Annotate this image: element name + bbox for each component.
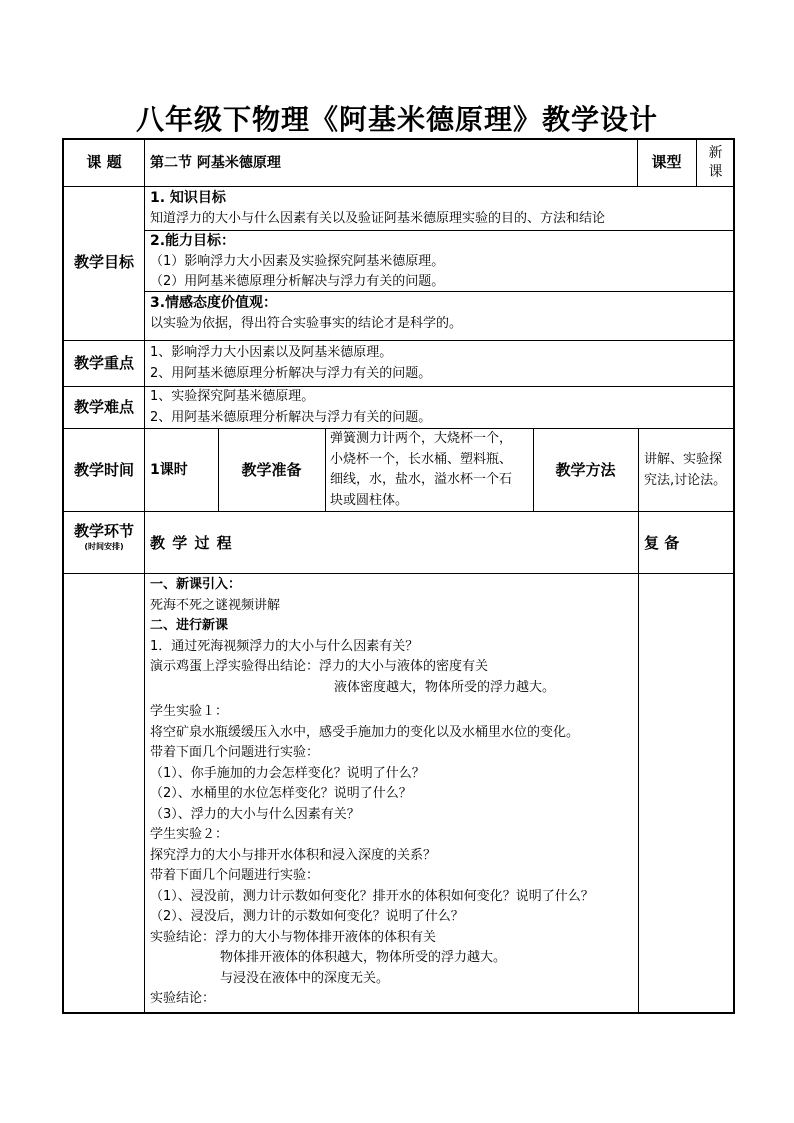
process-stage-label: 教学环节 (时间安排) xyxy=(73,522,134,551)
process-line: 学生实验２： xyxy=(150,827,229,842)
topic-value: 第二节 阿基米德原理 xyxy=(150,155,281,171)
review-header: 复 备 xyxy=(644,534,680,552)
process-line: （2）、浸没后，测力计的示数如何变化？说明了什么？ xyxy=(150,909,464,924)
difficulties-label: 教学难点 xyxy=(73,398,134,416)
document-title: 八年级下物理《阿基米德原理》教学设计 xyxy=(135,103,658,136)
lesson-plan-table xyxy=(62,138,735,1014)
method-text: 讲解、实验探 究法,讨论法。 xyxy=(644,452,727,488)
process-line: 演示鸡蛋上浮实验得出结论：浮力的大小与液体的密度有关 xyxy=(150,659,489,674)
process-line: （1）、你手施加的力会怎样变化？说明了什么？ xyxy=(150,765,425,781)
process-line: 1．通过死海视频浮力的大小与什么因素有关？ xyxy=(150,638,419,654)
process-line: 将空矿泉水瓶缓缓压入水中，感受手施加力的变化以及水桶里水位的变化。 xyxy=(150,724,580,740)
time-value: 1课时 xyxy=(150,462,188,478)
process-line: （3）、浮力的大小与什么因素有关？ xyxy=(150,806,360,822)
time-label: 教学时间 xyxy=(73,461,134,479)
preparation-label: 教学准备 xyxy=(241,461,302,479)
lesson-type-value: 新 课 xyxy=(708,145,723,180)
process-line: 探究浮力的大小与排开水体积和浸入深度的关系？ xyxy=(150,847,437,863)
preparation-text: 弹簧测力计两个，大烧杯一个， 小烧杯一个，长水桶、塑料瓶、 细线，水，盐水，溢水杯一个石 块或圆柱体。 xyxy=(330,431,513,508)
process-line: 带着下面几个问题进行实验： xyxy=(150,868,320,883)
knowledge-objective: 1. 知识目标 知道浮力的大小与什么因素有关以及验证阿基米德原理实验的目的、方法和结论 xyxy=(150,190,606,226)
process-line: （1）、浸没前，测力计示数如何变化？排开水的体积如何变化？说明了什么？ xyxy=(150,888,594,904)
process-line: 带着下面几个问题进行实验： xyxy=(150,745,320,760)
key-points-text: 1、影响浮力大小因素以及阿基米德原理。 2、用阿基米德原理分析解决与浮力有关的问题。 xyxy=(150,345,432,381)
process-line: 液体密度越大，物体所受的浮力越大。 xyxy=(334,679,556,695)
process-line: 与浸没在液体中的深度无关。 xyxy=(220,970,390,986)
topic-label: 课 题 xyxy=(86,153,122,171)
process-line: 二、进行新课 xyxy=(150,618,229,633)
process-body xyxy=(150,575,594,1010)
process-line: 一、新课引入： xyxy=(150,577,242,592)
process-header: 教 学 过 程 xyxy=(150,534,233,552)
process-line: （2）、水桶里的水位怎样变化？说明了什么？ xyxy=(150,786,412,801)
emotion-objective: 3.情感态度价值观： 以实验为依据，得出符合实验事实的结论才是科学的。 xyxy=(150,295,463,331)
process-line: 物体排开液体的体积越大，物体所受的浮力越大。 xyxy=(220,950,507,965)
process-line: 实验结论： xyxy=(150,991,216,1006)
process-line: 实验结论：浮力的大小与物体排开液体的体积有关 xyxy=(150,929,437,945)
process-line: 死海不死之谜视频讲解 xyxy=(150,597,281,613)
objectives-label: 教学目标 xyxy=(73,253,134,271)
process-line: 学生实验１： xyxy=(150,704,229,719)
lesson-type-label: 课型 xyxy=(651,153,682,171)
difficulties-text: 1、实验探究阿基米德原理。 2、用阿基米德原理分析解决与浮力有关的问题。 xyxy=(150,389,432,425)
ability-objective: 2.能力目标： （1）影响浮力大小因素及实验探究阿基米德原理。 （2）用阿基米德原理分析解决与浮力有关的问题。 xyxy=(150,233,445,289)
key-points-label: 教学重点 xyxy=(73,354,134,372)
method-label: 教学方法 xyxy=(555,461,616,479)
